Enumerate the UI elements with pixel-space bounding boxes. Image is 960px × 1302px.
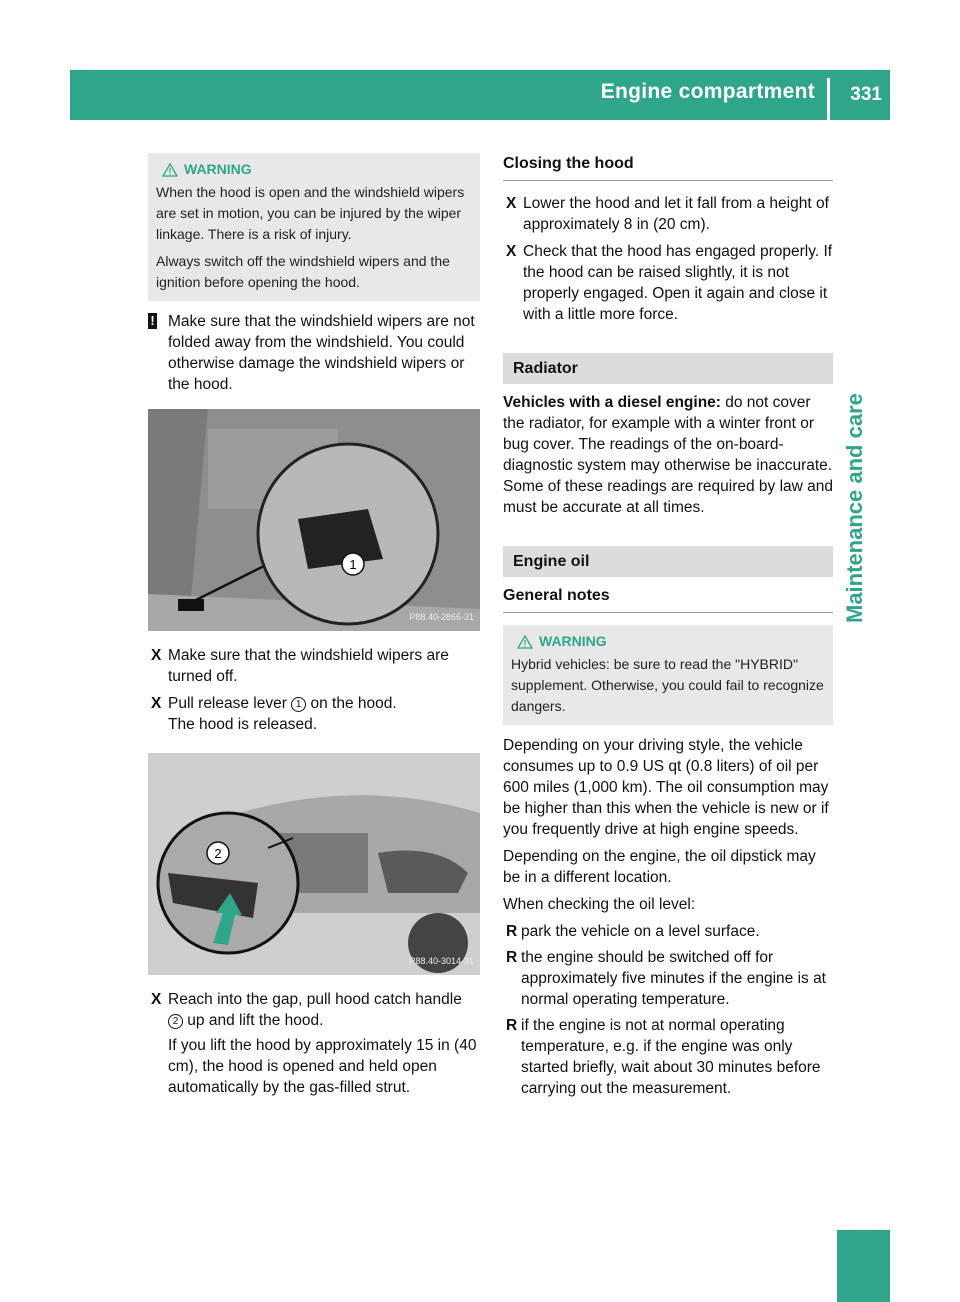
step-result: The hood is released. (168, 716, 318, 733)
figure-code: P88.40-3014-31 (409, 956, 474, 966)
callout-1: 1 (291, 697, 306, 712)
warning-text: When the hood is open and the windshield wipers are set in motion, you can be injured by the wiper linkage. There is a risk of injury. (156, 184, 465, 242)
instruction-step: X Check that the hood has engaged properly. If the hood can be raised slightly, it is not properly engaged. Open it again and close it with a little more force. (506, 243, 833, 323)
section-title: Engine compartment (600, 80, 815, 103)
notice (148, 311, 480, 395)
right-column (503, 153, 833, 1104)
side-tab-marker (837, 1230, 890, 1302)
warning-text: Hybrid vehicles: be sure to read the "HYBRID" supplement. Otherwise, you could fail to recognize dangers. (511, 656, 824, 714)
dipstick-paragraph: Depending on the engine, the oil dipstick may be in a different location. (503, 848, 816, 886)
radiator-heading: Radiator (503, 353, 833, 384)
checking-intro: When checking the oil level: (503, 896, 696, 913)
list-item: R if the engine is not at normal operating temperature, e.g. if the engine was only started briefly, wait about 30 minutes before carrying out the measurement. (506, 1017, 821, 1097)
step-marker: X (506, 243, 517, 260)
header-bar (70, 70, 890, 120)
warning-title: WARNING (156, 159, 472, 180)
step-marker: X (151, 991, 162, 1008)
instruction-step: X Reach into the gap, pull hood catch handle 2 up and lift the hood. (151, 991, 462, 1029)
list-item: R park the vehicle on a level surface. (506, 923, 760, 940)
instruction-step: X Pull release lever 1 on the hood. (151, 695, 397, 712)
step-marker: X (151, 647, 162, 664)
figure-code: P88.40-2866-31 (409, 612, 474, 622)
closing-hood-heading: Closing the hood (503, 153, 833, 181)
warning-text: Always switch off the windshield wipers and the ignition before opening the hood. (156, 253, 450, 290)
step-marker: X (151, 695, 162, 712)
page-number: 331 (850, 84, 882, 105)
step-result: If you lift the hood by approximately 15 in (40 cm), the hood is opened and held open automatically by the gas-filled strut. (168, 1037, 477, 1096)
hood-release-lever-figure (148, 409, 480, 631)
notice-text: Make sure that the windshield wipers are not folded away from the windshield. You could otherwise damage the windshield wipers or the hood. (168, 313, 475, 393)
warning-box (148, 153, 480, 301)
warning-box (503, 625, 833, 725)
header-divider (827, 78, 830, 120)
warning-icon (517, 635, 533, 649)
instruction-step: X Lower the hood and let it fall from a height of approximately 8 in (20 cm). (506, 195, 829, 233)
hood-catch-figure (148, 753, 480, 975)
warning-title: WARNING (511, 631, 825, 652)
notice-icon: ! (148, 313, 157, 329)
warning-icon (162, 163, 178, 177)
callout-1: 1 (349, 557, 357, 572)
callout-2: 2 (168, 1014, 183, 1029)
radiator-paragraph: Vehicles with a diesel engine: do not cover the radiator, for example with a winter front or bug cover. The readings of the on-board-diagnostic system may otherwise be inaccurate. Some of these readings are required by law and must be accurate at all times. (503, 394, 834, 516)
hood-catch-illustration (148, 753, 480, 975)
engine-oil-heading: Engine oil (503, 546, 833, 577)
general-notes-heading: General notes (503, 585, 833, 613)
list-item: R the engine should be switched off for approximately five minutes if the engine is at normal operating temperature. (506, 949, 826, 1008)
hood-release-lever-illustration (148, 409, 480, 631)
instruction-step: X Make sure that the windshield wipers are turned off. (151, 647, 449, 685)
left-column (148, 153, 480, 1104)
side-tab-label: Maintenance and care (842, 393, 867, 623)
oil-consumption-paragraph: Depending on your driving style, the vehicle consumes up to 0.9 US qt (0.8 liters) of oil per 600 miles (1,000 km). The oil consumption may be higher than this when the vehicle is new or if you frequently drive at high engine speeds. (503, 737, 829, 838)
callout-2: 2 (214, 846, 222, 861)
step-marker: X (506, 195, 517, 212)
